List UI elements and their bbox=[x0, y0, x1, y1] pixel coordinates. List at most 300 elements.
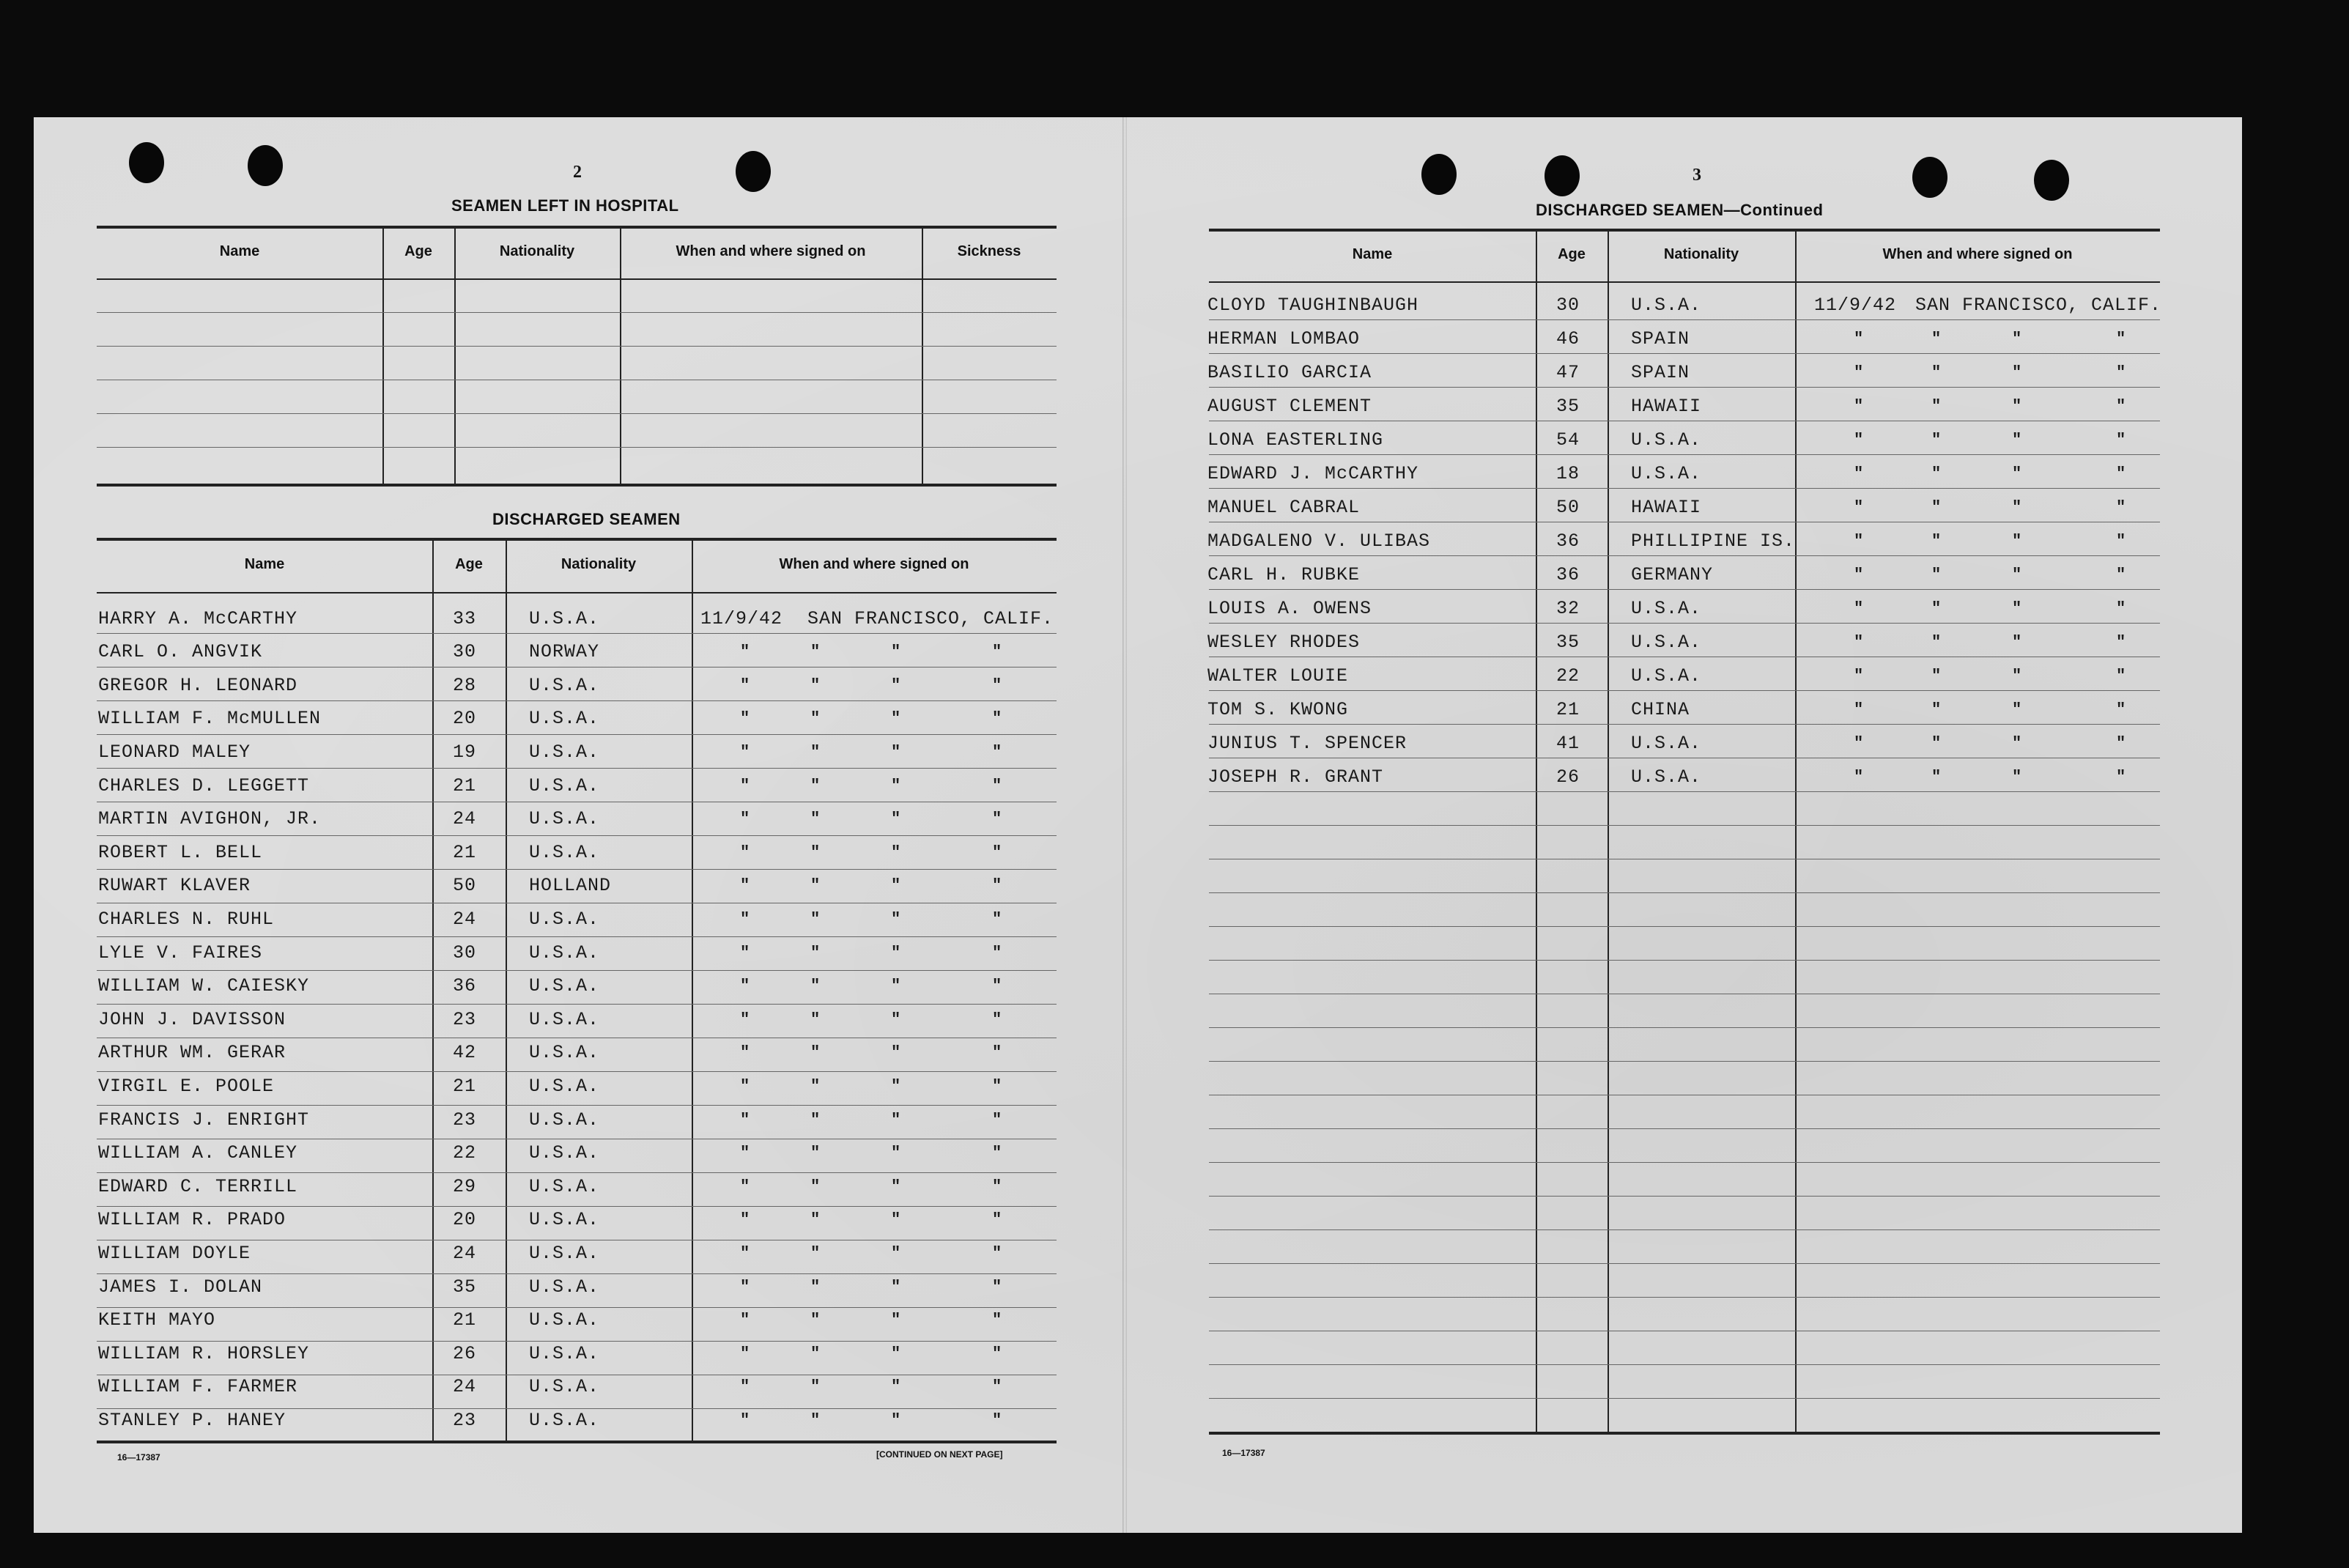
right-row-rule bbox=[1209, 387, 2160, 388]
left-row-ditto-mark: " bbox=[891, 776, 901, 795]
right-row-nationality: GERMANY bbox=[1631, 564, 1714, 585]
right-row-ditto-mark: " bbox=[1931, 768, 1942, 786]
right-row-rule bbox=[1209, 1398, 2160, 1399]
right-top-rule bbox=[1209, 229, 2160, 232]
left-row-age: 21 bbox=[453, 841, 477, 863]
right-row-nationality: HAWAII bbox=[1631, 396, 1702, 417]
left-row-ditto-mark: " bbox=[992, 1277, 1002, 1296]
right-row-rule bbox=[1209, 1061, 2160, 1062]
left-row-nationality: U.S.A. bbox=[529, 1243, 600, 1264]
left-row-name: FRANCIS J. ENRIGHT bbox=[98, 1109, 310, 1131]
left-row-nationality: U.S.A. bbox=[529, 1209, 600, 1231]
left-row-ditto-mark: " bbox=[810, 910, 821, 928]
right-row-ditto-mark: " bbox=[2116, 667, 2126, 685]
right-row-ditto-mark: " bbox=[1931, 700, 1942, 719]
right-row-ditto-mark: " bbox=[1854, 667, 1864, 685]
left-row-ditto-mark: " bbox=[891, 943, 901, 962]
left-row-nationality: U.S.A. bbox=[529, 1410, 600, 1431]
left-row-ditto-mark: " bbox=[810, 876, 821, 895]
right-row-ditto-mark: " bbox=[2116, 633, 2126, 651]
left-row-rule bbox=[97, 1341, 1057, 1342]
left-row-age: 24 bbox=[453, 909, 477, 930]
left-row-ditto-mark: " bbox=[891, 1144, 901, 1163]
left-top-rule bbox=[97, 538, 1057, 541]
left-row-rule bbox=[97, 1071, 1057, 1072]
left-column-divider bbox=[506, 538, 507, 1441]
right-row-rule bbox=[1209, 1027, 2160, 1028]
right-row-signed-place: SAN FRANCISCO, CALIF. bbox=[1915, 295, 2162, 316]
left-row-ditto-mark: " bbox=[891, 1277, 901, 1296]
left-row-ditto-mark: " bbox=[992, 810, 1002, 829]
right-row-rule bbox=[1209, 589, 2160, 590]
left-row-age: 21 bbox=[453, 1076, 477, 1097]
right-row-ditto-mark: " bbox=[1854, 566, 1864, 584]
left-row-ditto-mark: " bbox=[992, 1177, 1002, 1196]
right-row-rule bbox=[1209, 555, 2160, 556]
hospital-row-rule bbox=[97, 346, 1057, 347]
right-row-ditto-mark: " bbox=[1854, 700, 1864, 719]
left-row-ditto-mark: " bbox=[992, 1411, 1002, 1430]
right-row-rule bbox=[1209, 454, 2160, 455]
left-row-rule bbox=[97, 1206, 1057, 1207]
right-row-rule bbox=[1209, 319, 2160, 320]
left-row-ditto-mark: " bbox=[740, 1177, 750, 1196]
right-row-ditto-mark: " bbox=[2116, 363, 2126, 382]
right-row-ditto-mark: " bbox=[1931, 498, 1942, 517]
hospital-row-rule bbox=[97, 413, 1057, 414]
left-row-ditto-mark: " bbox=[992, 709, 1002, 728]
left-row-age: 35 bbox=[453, 1276, 477, 1298]
left-row-ditto-mark: " bbox=[992, 776, 1002, 795]
left-row-ditto-mark: " bbox=[810, 1377, 821, 1397]
left-row-ditto-mark: " bbox=[992, 1010, 1002, 1029]
right-row-rule bbox=[1209, 623, 2160, 624]
right-row-name: WESLEY RHODES bbox=[1207, 632, 1361, 653]
punch-hole bbox=[129, 142, 164, 183]
right-row-ditto-mark: " bbox=[1854, 599, 1864, 618]
right-row-age: 18 bbox=[1556, 463, 1580, 484]
right-row-ditto-mark: " bbox=[2012, 633, 2022, 651]
left-row-ditto-mark: " bbox=[810, 676, 821, 695]
left-row-name: GREGOR H. LEONARD bbox=[98, 674, 298, 696]
left-row-age: 23 bbox=[453, 1410, 477, 1431]
right-header-rule bbox=[1209, 281, 2160, 283]
left-row-ditto-mark: " bbox=[740, 1311, 750, 1330]
left-row-ditto-mark: " bbox=[992, 643, 1002, 662]
right-row-name: HERMAN LOMBAO bbox=[1207, 328, 1361, 350]
left-row-name: MARTIN AVIGHON, JR. bbox=[98, 808, 322, 830]
right-row-age: 36 bbox=[1556, 564, 1580, 585]
left-row-ditto-mark: " bbox=[810, 977, 821, 996]
left-row-ditto-mark: " bbox=[992, 1210, 1002, 1229]
right-row-ditto-mark: " bbox=[2116, 566, 2126, 584]
left-row-ditto-mark: " bbox=[891, 1077, 901, 1095]
left-row-name: RUWART KLAVER bbox=[98, 875, 251, 897]
right-row-ditto-mark: " bbox=[1931, 397, 1942, 415]
hospital-header-rule bbox=[97, 278, 1057, 280]
left-row-ditto-mark: " bbox=[992, 1311, 1002, 1330]
left-row-name: EDWARD C. TERRILL bbox=[98, 1175, 298, 1197]
right-row-ditto-mark: " bbox=[2116, 700, 2126, 719]
left-row-rule bbox=[97, 768, 1057, 769]
hospital-row-rule bbox=[97, 312, 1057, 313]
left-header-cell: When and where signed on bbox=[779, 556, 969, 572]
right-row-ditto-mark: " bbox=[2012, 532, 2022, 550]
left-row-ditto-mark: " bbox=[810, 743, 821, 761]
right-row-age: 47 bbox=[1556, 362, 1580, 383]
left-row-rule bbox=[97, 1307, 1057, 1308]
left-row-ditto-mark: " bbox=[992, 1377, 1002, 1397]
left-row-nationality: U.S.A. bbox=[529, 607, 600, 629]
left-row-age: 33 bbox=[453, 607, 477, 629]
right-row-age: 21 bbox=[1556, 699, 1580, 720]
right-row-ditto-mark: " bbox=[1854, 465, 1864, 483]
right-row-ditto-mark: " bbox=[2012, 498, 2022, 517]
left-row-ditto-mark: " bbox=[740, 1077, 750, 1095]
left-row-age: 28 bbox=[453, 674, 477, 696]
right-row-ditto-mark: " bbox=[1931, 566, 1942, 584]
left-row-name: VIRGIL E. POOLE bbox=[98, 1076, 275, 1097]
left-row-ditto-mark: " bbox=[810, 709, 821, 728]
right-row-ditto-mark: " bbox=[1854, 734, 1864, 752]
left-row-ditto-mark: " bbox=[740, 943, 750, 962]
left-row-ditto-mark: " bbox=[810, 843, 821, 862]
left-row-ditto-mark: " bbox=[891, 643, 901, 662]
page-number-right: 3 bbox=[1693, 166, 1701, 185]
left-row-ditto-mark: " bbox=[810, 1043, 821, 1062]
left-row-ditto-mark: " bbox=[992, 876, 1002, 895]
left-column-divider bbox=[692, 538, 693, 1441]
right-row-ditto-mark: " bbox=[2012, 363, 2022, 382]
right-row-ditto-mark: " bbox=[2116, 599, 2126, 618]
right-row-name: CLOYD TAUGHINBAUGH bbox=[1207, 295, 1419, 316]
right-row-name: AUGUST CLEMENT bbox=[1207, 396, 1372, 417]
left-row-ditto-mark: " bbox=[740, 1010, 750, 1029]
left-row-ditto-mark: " bbox=[810, 1344, 821, 1363]
right-header-cell: Age bbox=[1558, 246, 1586, 262]
left-row-nationality: HOLLAND bbox=[529, 875, 612, 897]
hospital-header-cell: Name bbox=[219, 243, 260, 259]
left-row-nationality: U.S.A. bbox=[529, 841, 600, 863]
right-row-name: JUNIUS T. SPENCER bbox=[1207, 733, 1407, 754]
right-row-nationality: U.S.A. bbox=[1631, 632, 1702, 653]
left-row-ditto-mark: " bbox=[810, 1010, 821, 1029]
left-row-age: 21 bbox=[453, 774, 477, 796]
left-row-ditto-mark: " bbox=[810, 643, 821, 662]
left-row-ditto-mark: " bbox=[992, 676, 1002, 695]
left-row-rule bbox=[97, 1273, 1057, 1274]
left-row-nationality: U.S.A. bbox=[529, 975, 600, 997]
left-row-nationality: U.S.A. bbox=[529, 1142, 600, 1164]
left-row-ditto-mark: " bbox=[992, 743, 1002, 761]
left-row-age: 20 bbox=[453, 1209, 477, 1231]
right-row-rule bbox=[1209, 724, 2160, 725]
left-bottom-rule bbox=[97, 1441, 1057, 1443]
left-row-nationality: U.S.A. bbox=[529, 742, 600, 763]
discharged-title-right: DISCHARGED SEAMEN—Continued bbox=[1536, 201, 1824, 219]
right-row-ditto-mark: " bbox=[1854, 330, 1864, 348]
left-row-nationality: U.S.A. bbox=[529, 1342, 600, 1364]
hospital-column-divider bbox=[620, 226, 621, 484]
right-row-nationality: U.S.A. bbox=[1631, 733, 1702, 754]
right-row-age: 30 bbox=[1556, 295, 1580, 316]
left-row-age: 30 bbox=[453, 641, 477, 663]
left-row-name: JOHN J. DAVISSON bbox=[98, 1008, 286, 1030]
left-row-rule bbox=[97, 869, 1057, 870]
left-header-cell: Name bbox=[244, 556, 285, 572]
hospital-header-cell: Nationality bbox=[499, 243, 575, 259]
left-row-rule bbox=[97, 1004, 1057, 1005]
left-row-ditto-mark: " bbox=[891, 1311, 901, 1330]
right-row-name: LONA EASTERLING bbox=[1207, 429, 1384, 451]
left-row-ditto-mark: " bbox=[891, 1344, 901, 1363]
left-row-ditto-mark: " bbox=[891, 876, 901, 895]
right-row-name: BASILIO GARCIA bbox=[1207, 362, 1372, 383]
left-header-cell: Age bbox=[455, 556, 483, 572]
left-row-rule bbox=[97, 1172, 1057, 1173]
left-row-ditto-mark: " bbox=[891, 810, 901, 829]
punch-hole bbox=[1912, 157, 1947, 198]
left-row-ditto-mark: " bbox=[992, 1043, 1002, 1062]
right-row-ditto-mark: " bbox=[1931, 532, 1942, 550]
left-row-ditto-mark: " bbox=[891, 743, 901, 761]
left-row-name: WILLIAM R. HORSLEY bbox=[98, 1342, 310, 1364]
left-row-ditto-mark: " bbox=[992, 910, 1002, 928]
left-row-nationality: U.S.A. bbox=[529, 1008, 600, 1030]
left-row-ditto-mark: " bbox=[810, 810, 821, 829]
right-row-ditto-mark: " bbox=[1931, 431, 1942, 449]
left-row-nationality: NORWAY bbox=[529, 641, 600, 663]
right-row-ditto-mark: " bbox=[1931, 633, 1942, 651]
left-row-ditto-mark: " bbox=[740, 1377, 750, 1397]
left-row-name: JAMES I. DOLAN bbox=[98, 1276, 263, 1298]
left-row-age: 24 bbox=[453, 1376, 477, 1398]
hospital-header-cell: Age bbox=[404, 243, 432, 259]
right-row-rule bbox=[1209, 1364, 2160, 1365]
left-row-ditto-mark: " bbox=[810, 1311, 821, 1330]
left-row-signed-place: SAN FRANCISCO, CALIF. bbox=[807, 607, 1054, 629]
punch-hole bbox=[2034, 160, 2069, 201]
right-row-ditto-mark: " bbox=[1931, 363, 1942, 382]
right-row-age: 50 bbox=[1556, 497, 1580, 518]
right-row-ditto-mark: " bbox=[2012, 599, 2022, 618]
left-row-name: STANLEY P. HANEY bbox=[98, 1410, 286, 1431]
left-row-rule bbox=[97, 633, 1057, 634]
punch-hole bbox=[736, 151, 771, 192]
left-row-ditto-mark: " bbox=[810, 1144, 821, 1163]
page-fold bbox=[1122, 117, 1127, 1533]
left-row-nationality: U.S.A. bbox=[529, 674, 600, 696]
left-row-nationality: U.S.A. bbox=[529, 1175, 600, 1197]
right-bottom-rule bbox=[1209, 1432, 2160, 1435]
left-row-nationality: U.S.A. bbox=[529, 909, 600, 930]
right-row-ditto-mark: " bbox=[1854, 498, 1864, 517]
right-row-ditto-mark: " bbox=[2012, 667, 2022, 685]
left-row-nationality: U.S.A. bbox=[529, 942, 600, 964]
left-row-ditto-mark: " bbox=[891, 1010, 901, 1029]
left-row-name: CHARLES N. RUHL bbox=[98, 909, 275, 930]
hospital-header-cell: Sickness bbox=[957, 243, 1021, 259]
hospital-header-cell: When and where signed on bbox=[676, 243, 866, 259]
right-row-age: 54 bbox=[1556, 429, 1580, 451]
left-row-rule bbox=[97, 970, 1057, 971]
left-row-ditto-mark: " bbox=[891, 1210, 901, 1229]
right-row-ditto-mark: " bbox=[2012, 465, 2022, 483]
left-header-rule bbox=[97, 592, 1057, 593]
right-row-signed-date: 11/9/42 bbox=[1814, 295, 1897, 316]
right-row-ditto-mark: " bbox=[1854, 633, 1864, 651]
left-row-ditto-mark: " bbox=[810, 1077, 821, 1095]
right-row-ditto-mark: " bbox=[1931, 599, 1942, 618]
right-row-ditto-mark: " bbox=[2012, 700, 2022, 719]
right-row-name: WALTER LOUIE bbox=[1207, 665, 1349, 687]
left-row-nationality: U.S.A. bbox=[529, 808, 600, 830]
left-row-ditto-mark: " bbox=[810, 1210, 821, 1229]
left-row-name: WILLIAM DOYLE bbox=[98, 1243, 251, 1264]
right-row-name: EDWARD J. McCARTHY bbox=[1207, 463, 1419, 484]
right-row-age: 32 bbox=[1556, 598, 1580, 619]
left-row-name: LYLE V. FAIRES bbox=[98, 942, 263, 964]
right-row-ditto-mark: " bbox=[2116, 330, 2126, 348]
right-row-ditto-mark: " bbox=[1854, 431, 1864, 449]
left-row-signed-date: 11/9/42 bbox=[700, 607, 783, 629]
punch-hole bbox=[1421, 154, 1457, 195]
left-row-nationality: U.S.A. bbox=[529, 708, 600, 730]
left-row-age: 22 bbox=[453, 1142, 477, 1164]
right-row-ditto-mark: " bbox=[1931, 465, 1942, 483]
right-row-rule bbox=[1209, 825, 2160, 826]
left-row-ditto-mark: " bbox=[740, 1043, 750, 1062]
right-row-nationality: HAWAII bbox=[1631, 497, 1702, 518]
left-row-ditto-mark: " bbox=[740, 643, 750, 662]
right-row-rule bbox=[1209, 353, 2160, 354]
left-row-rule bbox=[97, 1408, 1057, 1409]
left-row-name: LEONARD MALEY bbox=[98, 742, 251, 763]
right-row-rule bbox=[1209, 1196, 2160, 1197]
right-row-rule bbox=[1209, 926, 2160, 927]
left-row-name: ROBERT L. BELL bbox=[98, 841, 263, 863]
right-row-ditto-mark: " bbox=[1854, 363, 1864, 382]
right-row-rule bbox=[1209, 1263, 2160, 1264]
right-row-ditto-mark: " bbox=[2116, 498, 2126, 517]
left-row-rule bbox=[97, 700, 1057, 701]
left-row-ditto-mark: " bbox=[740, 709, 750, 728]
right-row-name: MADGALENO V. ULIBAS bbox=[1207, 530, 1431, 552]
right-row-ditto-mark: " bbox=[2012, 330, 2022, 348]
left-row-ditto-mark: " bbox=[810, 776, 821, 795]
right-row-nationality: U.S.A. bbox=[1631, 766, 1702, 788]
left-row-name: HARRY A. McCARTHY bbox=[98, 607, 298, 629]
left-row-rule bbox=[97, 936, 1057, 937]
right-row-rule bbox=[1209, 960, 2160, 961]
left-row-ditto-mark: " bbox=[740, 1110, 750, 1129]
left-row-ditto-mark: " bbox=[740, 977, 750, 996]
right-row-ditto-mark: " bbox=[1854, 397, 1864, 415]
left-row-name: CHARLES D. LEGGETT bbox=[98, 774, 310, 796]
left-row-ditto-mark: " bbox=[810, 943, 821, 962]
left-row-ditto-mark: " bbox=[740, 1277, 750, 1296]
right-row-ditto-mark: " bbox=[1931, 667, 1942, 685]
left-row-ditto-mark: " bbox=[740, 743, 750, 761]
left-row-ditto-mark: " bbox=[740, 676, 750, 695]
left-row-ditto-mark: " bbox=[740, 1210, 750, 1229]
left-row-ditto-mark: " bbox=[891, 1411, 901, 1430]
left-row-age: 24 bbox=[453, 808, 477, 830]
hospital-bottom-rule bbox=[97, 484, 1057, 487]
right-row-nationality: PHILLIPINE IS. bbox=[1631, 530, 1796, 552]
left-row-age: 42 bbox=[453, 1042, 477, 1064]
right-row-age: 35 bbox=[1556, 632, 1580, 653]
right-row-rule bbox=[1209, 1162, 2160, 1163]
right-column-divider bbox=[1795, 229, 1797, 1432]
discharged-title-left: DISCHARGED SEAMEN bbox=[492, 510, 681, 528]
left-row-age: 21 bbox=[453, 1309, 477, 1331]
left-row-name: ARTHUR WM. GERAR bbox=[98, 1042, 286, 1064]
left-row-ditto-mark: " bbox=[992, 1144, 1002, 1163]
left-row-ditto-mark: " bbox=[891, 1177, 901, 1196]
left-row-ditto-mark: " bbox=[810, 1177, 821, 1196]
right-row-ditto-mark: " bbox=[1931, 330, 1942, 348]
right-row-nationality: U.S.A. bbox=[1631, 295, 1702, 316]
left-row-ditto-mark: " bbox=[992, 1110, 1002, 1129]
right-row-nationality: U.S.A. bbox=[1631, 429, 1702, 451]
right-row-name: TOM S. KWONG bbox=[1207, 699, 1349, 720]
right-row-ditto-mark: " bbox=[2116, 465, 2126, 483]
right-row-ditto-mark: " bbox=[2116, 768, 2126, 786]
right-column-divider bbox=[1608, 229, 1609, 1432]
left-row-name: WILLIAM F. McMULLEN bbox=[98, 708, 322, 730]
left-row-age: 20 bbox=[453, 708, 477, 730]
right-row-name: LOUIS A. OWENS bbox=[1207, 598, 1372, 619]
left-row-ditto-mark: " bbox=[740, 1244, 750, 1262]
right-row-nationality: CHINA bbox=[1631, 699, 1690, 720]
left-row-age: 24 bbox=[453, 1243, 477, 1264]
left-row-name: CARL O. ANGVIK bbox=[98, 641, 263, 663]
right-row-rule bbox=[1209, 791, 2160, 792]
left-row-ditto-mark: " bbox=[740, 1411, 750, 1430]
left-row-ditto-mark: " bbox=[891, 1377, 901, 1397]
right-row-nationality: U.S.A. bbox=[1631, 598, 1702, 619]
left-row-ditto-mark: " bbox=[740, 910, 750, 928]
left-row-nationality: U.S.A. bbox=[529, 1276, 600, 1298]
left-row-ditto-mark: " bbox=[740, 1344, 750, 1363]
right-row-ditto-mark: " bbox=[2116, 734, 2126, 752]
right-row-age: 46 bbox=[1556, 328, 1580, 350]
right-row-age: 26 bbox=[1556, 766, 1580, 788]
left-row-ditto-mark: " bbox=[992, 1344, 1002, 1363]
left-row-ditto-mark: " bbox=[810, 1110, 821, 1129]
left-row-ditto-mark: " bbox=[810, 1411, 821, 1430]
hospital-top-rule bbox=[97, 226, 1057, 229]
left-row-ditto-mark: " bbox=[891, 910, 901, 928]
right-row-age: 36 bbox=[1556, 530, 1580, 552]
right-row-ditto-mark: " bbox=[2116, 397, 2126, 415]
hospital-column-divider bbox=[454, 226, 456, 484]
left-row-age: 26 bbox=[453, 1342, 477, 1364]
form-number-right: 16—17387 bbox=[1222, 1448, 1265, 1458]
left-row-ditto-mark: " bbox=[891, 1110, 901, 1129]
right-header-cell: When and where signed on bbox=[1882, 246, 2073, 262]
right-column-divider bbox=[1536, 229, 1537, 1432]
page-number-left: 2 bbox=[573, 163, 582, 182]
right-row-nationality: SPAIN bbox=[1631, 328, 1690, 350]
left-row-name: WILLIAM F. FARMER bbox=[98, 1376, 298, 1398]
left-row-ditto-mark: " bbox=[891, 1043, 901, 1062]
left-row-ditto-mark: " bbox=[810, 1244, 821, 1262]
left-row-ditto-mark: " bbox=[992, 843, 1002, 862]
left-row-ditto-mark: " bbox=[740, 776, 750, 795]
left-row-age: 30 bbox=[453, 942, 477, 964]
